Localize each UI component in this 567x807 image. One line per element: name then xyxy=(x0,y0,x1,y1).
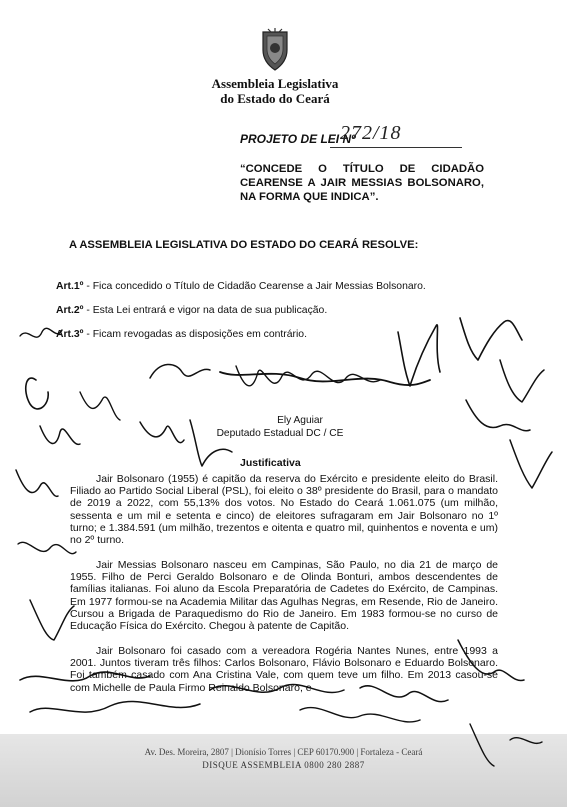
signature-mark xyxy=(500,360,544,402)
signature-mark xyxy=(30,701,200,712)
signature-mark xyxy=(18,542,76,553)
article-label: Art.1º xyxy=(56,281,84,292)
footer-address: Av. Des. Moreira, 2807 | Dionísio Torres | CEP 60170.900 | Fortaleza - Ceará xyxy=(144,747,423,757)
signature-mark xyxy=(150,364,210,378)
signature-mark xyxy=(26,378,48,409)
justification-paragraph-3: Jair Bolsonaro foi casado com a vereadora Rogéria Nantes Nunes, entre 1993 a 2001. Juntos tiveram três filhos: Carlos Bolsonaro, Flávio Bolsonaro e Eduardo Bolsonaro. Foi também casado com Ana Cristina Vale, com quem teve um filho. Em 2013 casou-se com Michelle de Paula Firmo Reinaldo Bolsonaro, e xyxy=(70,645,498,694)
institution-line-2: do Estado do Ceará xyxy=(220,91,330,106)
article-text: - Fica concedido o Título de Cidadão Cearense a Jair Messias Bolsonaro. xyxy=(83,281,426,292)
article-label: Art.3º xyxy=(56,329,84,340)
institution-line-1: Assembleia Legislativa xyxy=(211,76,339,91)
signature-mark xyxy=(300,708,420,722)
signature-mark xyxy=(16,470,58,496)
signature-mark xyxy=(460,318,522,360)
footer-hotline: DISQUE ASSEMBLEIA 0800 280 2887 xyxy=(202,760,365,770)
signature-mark xyxy=(40,426,80,444)
bill-label: PROJETO DE LEI Nº xyxy=(240,132,356,146)
justification-title: Justificativa xyxy=(240,457,301,469)
article-3 xyxy=(56,329,307,340)
signature-mark xyxy=(466,400,530,431)
bill-ementa: “CONCEDE O TÍTULO DE CIDADÃO CEARENSE A JAIR MESSIAS BOLSONARO, NA FORMA QUE INDICA”. xyxy=(240,163,484,203)
signature-mark xyxy=(140,422,184,443)
justification-paragraph-2: Jair Messias Bolsonaro nasceu em Campinas, São Paulo, no dia 21 de março de 1955. Filho de Perci Geraldo Bolsonaro e de Olinda Bonturi, ambos descendentes de famílias italianas. Foi aluno da Escola Preparatória de Cadetes do Exército, de Campinas. Em 1977 formou-se na Academia Militar das Agulhas Negras, em Resende, Rio de Janeiro. Cursou a Brigada de Paraquedismo do Rio de Janeiro. Em 1983 formou-se no curso de Educação Física do Exército. Chegou à patente de Capitão. xyxy=(70,559,498,633)
signature-mark xyxy=(30,600,74,640)
article-2 xyxy=(56,305,327,316)
signature-mark xyxy=(220,372,430,385)
institution-name xyxy=(190,76,360,106)
article-label: Art.2º xyxy=(56,305,84,316)
bill-number-handwritten: 272/18 xyxy=(340,122,402,144)
article-text: - Ficam revogadas as disposições em contrário. xyxy=(83,329,307,340)
article-1 xyxy=(56,281,426,292)
signer-role: Deputado Estadual DC / CE xyxy=(216,428,344,439)
footer-band xyxy=(0,734,567,807)
resolve-heading: A ASSEMBLEIA LEGISLATIVA DO ESTADO DO CEARÁ RESOLVE: xyxy=(69,239,419,251)
signature-mark xyxy=(398,325,440,386)
signature-mark xyxy=(510,440,552,488)
signature-mark xyxy=(236,366,380,386)
bill-number-underline xyxy=(330,147,462,148)
article-text: - Esta Lei entrará e vigor na data de sua publicação. xyxy=(83,305,328,316)
signature-mark xyxy=(80,392,120,420)
coat-of-arms-icon xyxy=(259,28,291,72)
signer-block xyxy=(200,414,360,440)
justification-paragraph-1: Jair Bolsonaro (1955) é capitão da reserva do Exército e presidente eleito do Brasil. Filiado ao Partido Social Liberal (PSL), foi eleito o 38º presidente do Brasil, para o mandato de 2019 a 2022, com 55,13% dos votos. No Estado do Ceará 1.061.075 (um milhão, sessenta e um mil e setenta e cinco) de eleitores sufragaram em Jair Bolsonaro no 1º turno; e 1.384.591 (um milhão, trezentos e oitenta e quatro mil, quinhentos e noventa e um) no 2º turno. xyxy=(70,473,498,547)
signer-name: Ely Aguiar xyxy=(277,415,323,426)
